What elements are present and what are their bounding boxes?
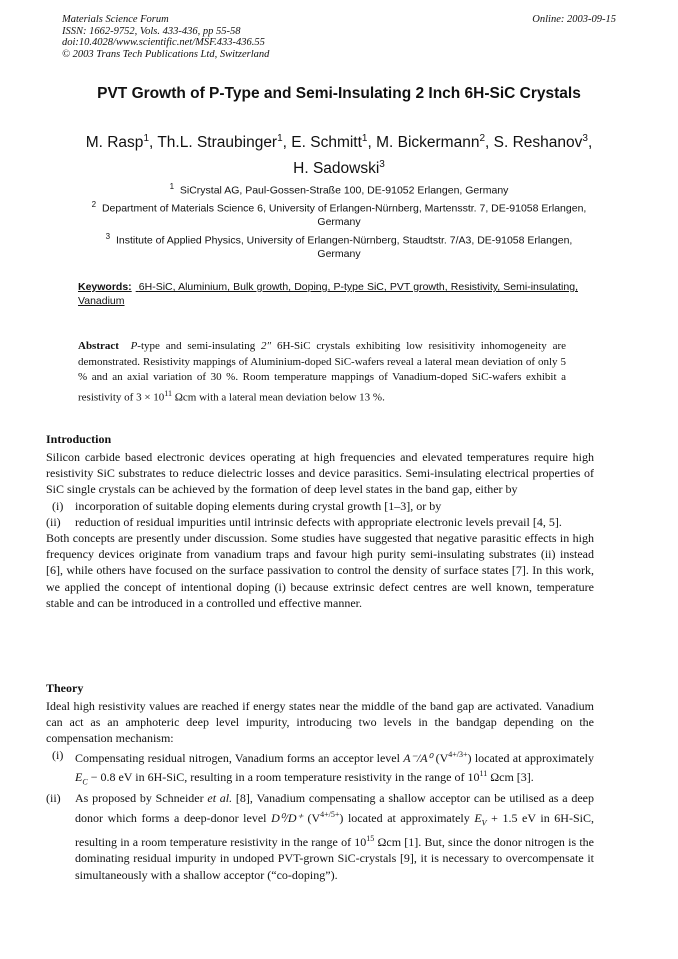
list-text: ) located at approximately [467,750,594,765]
list-number: (i) [52,747,64,762]
exponent: 15 [366,834,375,844]
journal-name: Materials Science Forum [62,14,169,25]
author-sup: 1 [361,133,368,144]
keywords-text: 6H-SiC, Aluminium, Bulk growth, Doping, P-type SiC, PVT growth, Resistivity, Semi-insulating, Vanadium [78,281,578,307]
math-level: A⁻/A⁰ [403,750,433,765]
author-name: M. Rasp [85,134,144,152]
abstract-text: Ωcm with a lateral mean deviation below 13 %. [171,391,385,404]
author-name: , Th.L. Straubinger [149,134,278,152]
list-text: Compensating residual nitrogen, Vanadium forms an acceptor level [75,750,404,765]
paragraph: Silicon carbide based electronic devices operating at high frequencies and elevated temperatures require high resistivity SiC substrates to reduce dielectric losses and device parasitics. Semi-insulating electrical properties of SiC single crystals can be achieved by the formation of deep level states in the band gap, either by [46,450,594,497]
author-list [40,128,638,180]
affiliation-1 [44,180,634,198]
doi-line: doi:10.4028/www.scientific.net/MSF.433-436.55 [62,37,265,48]
paragraph: Both concepts are presently under discussion. Some studies have suggested that negative parasitic effects in high frequency devices originate from vanadium traps and favour high purity semi-insulating substrates (ii) instead [6], while others have focused on the surface passivation to control the density of surface states [7]. In this work, we applied the concept of intentional doping (i) because extrinsic defect centres are well known, temperature stable and can be introduced in a controlled und effective manner. [46,531,594,610]
keywords-label: Keywords: [78,281,132,293]
exponent: 11 [479,768,488,778]
abstract-text: -type and semi-insulating [137,340,262,352]
list-text: − 0.8 eV in 6H-SiC, resulting in a room temperature resistivity in the range of 10 [87,769,480,784]
affiliation-text: SiCrystal AG, Paul-Gossen-Straße 100, DE-91052 Erlangen, Germany [179,184,509,197]
copyright-line: © 2003 Trans Tech Publications Ltd, Switzerland [62,48,270,60]
author-name: , E. Schmitt [282,134,362,152]
author-sup: 3 [582,133,588,144]
affiliation-sup: 2 [91,200,97,209]
list-item [46,790,594,882]
affiliation-2-cont: Germany [317,216,361,228]
abstract-math-resistivity: 3 × 10 [136,391,165,404]
list-text: [8], Vanadium compensating a shallow acceptor can be utilised as a deep donor which forms a deep-donor level [75,791,594,825]
list-number: (i) [52,498,64,513]
author-name: , S. Reshanov [485,134,583,152]
theory-list [46,747,594,883]
list-text: Ωcm [3]. [487,769,534,784]
abstract [78,339,566,406]
author-sup: 3 [379,159,385,171]
affiliation-text: Institute of Applied Physics, University of Erlangen-Nürnberg, Staudtstr. 7/A3, DE-91058 Erlangen, [115,234,573,246]
abstract-math-p: P [130,340,138,352]
list-text: Ωcm [1]. But, since the donor nitrogen is the dominating residual impurity in undoped PVT-grown SiC-crystals [9], it is necessary to overcompensate it simultaneously with a shallow acceptor (“co-doping”). [75,835,594,882]
math-energy: E [75,769,83,784]
math-sub: V [481,818,487,827]
introduction-heading: Introduction [46,432,112,446]
abstract-math-inch: 2″ [261,340,272,352]
author-sup: 1 [143,133,149,144]
list-text: ) located at approximately [339,810,475,825]
list-item [46,747,594,791]
theory-body [46,698,594,883]
paragraph: Ideal high resistivity values are reached if energy states near the middle of the band gap are activated. Vanadium can act as an amphoteric deep level impurity, introducing two levels in the bandgap depending on the compensation mechanism: [46,699,594,746]
affiliation-sup: 1 [169,182,175,191]
list-item [46,498,594,514]
journal-header [62,14,269,60]
list-item [46,514,594,530]
abstract-label: Abstract [78,340,119,352]
list-number: (ii) [46,514,61,529]
list-number: (ii) [46,791,61,806]
affiliation-text: Department of Materials Science 6, University of Erlangen-Nürnberg, Martensstr. 7, DE-91058 Erlangen, [101,202,587,215]
online-date: Online: 2003-09-15 [532,14,616,25]
affiliations [44,180,634,261]
list-text: + 1.5 eV in 6H-SiC, resulting in a room temperature resistivity in the range of 10 [75,810,594,850]
author-name: H. Sadowski [293,160,380,178]
keywords [78,281,578,308]
author-sup: 1 [277,133,283,144]
list-text: (V [302,810,321,825]
math-sub: C [82,777,88,787]
author-name: , M. Bickermann [367,134,480,152]
math-energy: E [474,810,482,825]
abstract-text: 6H-SiC crystals exhibiting low resisitivity inhomogeneity are demonstrated. Resistivity mappings of Aluminium-doped SiC-wafers reveal a lateral mean deviation of only 5 % and an axial variation of 30 %. Room temperature mappings of Vanadium-doped SiC-wafers exhibit a resistivity of [78,340,567,404]
affiliation-3-cont: Germany [317,247,361,260]
affiliation-2 [44,198,634,216]
list-text: incorporation of suitable doping elements during crystal growth [1–3], or by [75,498,442,513]
theory-heading: Theory [46,681,84,695]
author-sup: 2 [479,133,486,144]
oxidation-state: 4+/5+ [320,809,340,819]
list-text: (V [432,750,449,765]
paper-title: PVT Growth of P-Type and Semi-Insulating 2 Inch 6H-SiC Crystals [97,85,581,102]
author-sep: , [587,134,593,152]
et-al: et al. [207,791,233,806]
oxidation-state: 4+/3+ [448,749,468,759]
affiliation-sup: 3 [105,231,111,241]
list-text: reduction of residual impurities until intrinsic defects with appropriate electronic levels prevail [4, 5]. [75,514,562,529]
abstract-exp: 11 [164,388,172,398]
list-text: As proposed by Schneider [75,791,208,806]
math-level: D⁰/D⁺ [271,810,303,825]
issn-line: ISSN: 1662-9752, Vols. 433-436, pp 55-58 [62,25,241,37]
intro-list [46,498,594,530]
introduction-body [46,449,594,611]
affiliation-3 [44,230,634,248]
